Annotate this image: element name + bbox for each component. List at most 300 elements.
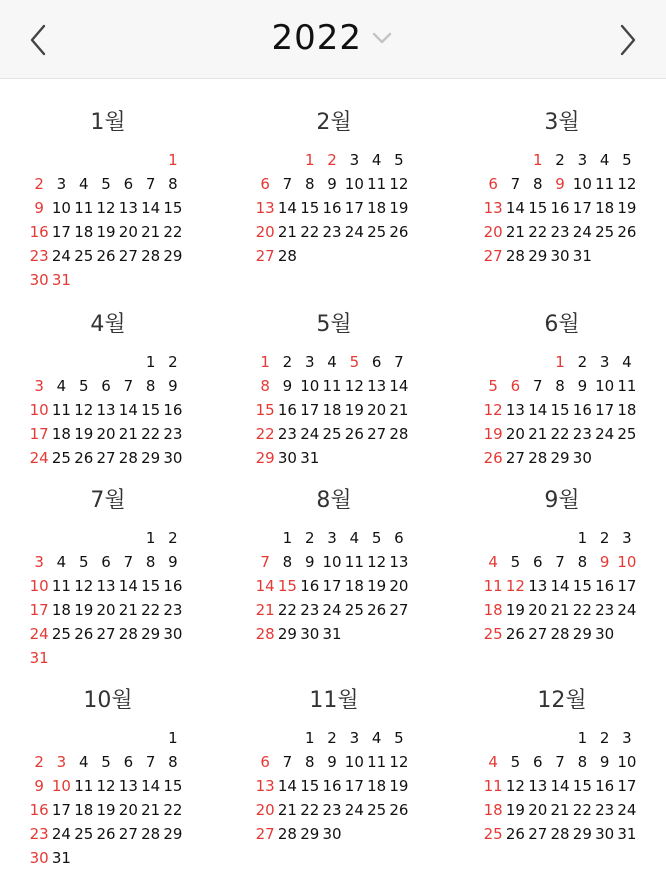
day-cell[interactable]: 17 — [300, 401, 320, 419]
day-cell[interactable]: 14 — [141, 199, 161, 217]
day-cell[interactable]: 24 — [572, 223, 592, 241]
day-cell[interactable]: 4 — [327, 353, 337, 371]
day-cell[interactable]: 8 — [168, 753, 178, 771]
day-cell[interactable]: 18 — [51, 601, 71, 619]
day-cell[interactable]: 10 — [322, 553, 342, 571]
day-cell[interactable]: 10 — [29, 577, 49, 595]
day-cell[interactable]: 10 — [51, 199, 71, 217]
day-cell[interactable]: 22 — [141, 601, 161, 619]
day-cell[interactable]: 5 — [371, 529, 382, 547]
day-cell[interactable]: 21 — [550, 801, 570, 819]
day-cell[interactable]: 24 — [344, 801, 364, 819]
day-cell[interactable]: 30 — [163, 625, 183, 643]
day-cell[interactable]: 20 — [389, 577, 409, 595]
day-cell[interactable]: 30 — [595, 625, 615, 643]
day-cell[interactable]: 20 — [255, 223, 275, 241]
day-cell[interactable]: 27 — [505, 449, 525, 467]
day-cell[interactable]: 23 — [595, 801, 615, 819]
day-cell[interactable]: 28 — [528, 449, 548, 467]
day-cell[interactable]: 19 — [367, 577, 387, 595]
day-cell[interactable]: 15 — [255, 401, 275, 419]
day-cell[interactable]: 18 — [483, 601, 503, 619]
day-cell[interactable]: 22 — [277, 601, 297, 619]
day-cell[interactable]: 5 — [488, 377, 498, 395]
day-cell[interactable]: 11 — [483, 577, 503, 595]
day-cell[interactable]: 19 — [96, 223, 116, 241]
day-cell[interactable]: 8 — [145, 377, 156, 395]
day-cell[interactable]: 4 — [56, 377, 67, 395]
day-cell[interactable]: 5 — [101, 753, 111, 771]
day-cell[interactable]: 3 — [349, 729, 360, 747]
day-cell[interactable]: 11 — [74, 777, 94, 795]
day-cell[interactable]: 26 — [617, 223, 637, 241]
day-cell[interactable]: 10 — [51, 777, 71, 795]
day-cell[interactable]: 10 — [29, 401, 49, 419]
month-title[interactable]: 4월 — [90, 312, 126, 337]
day-cell[interactable]: 29 — [528, 247, 548, 265]
day-cell[interactable]: 6 — [532, 553, 543, 571]
day-cell[interactable]: 7 — [145, 753, 156, 771]
day-cell[interactable]: 20 — [96, 601, 116, 619]
day-cell[interactable]: 17 — [572, 199, 592, 217]
month-title[interactable]: 8월 — [316, 488, 352, 513]
day-cell[interactable]: 8 — [145, 553, 156, 571]
day-cell[interactable]: 27 — [483, 247, 503, 265]
day-cell[interactable]: 25 — [51, 449, 71, 467]
day-cell[interactable]: 5 — [394, 729, 404, 747]
day-cell[interactable]: 9 — [34, 199, 44, 217]
day-cell[interactable]: 26 — [74, 449, 94, 467]
day-cell[interactable]: 23 — [163, 425, 183, 443]
day-cell[interactable]: 17 — [51, 801, 71, 819]
day-cell[interactable]: 21 — [141, 223, 161, 241]
day-cell[interactable]: 23 — [29, 247, 49, 265]
day-cell[interactable]: 10 — [344, 753, 364, 771]
day-cell[interactable]: 9 — [282, 377, 293, 395]
day-cell[interactable]: 18 — [322, 401, 342, 419]
day-cell[interactable]: 29 — [550, 449, 570, 467]
day-cell[interactable]: 20 — [483, 223, 503, 241]
day-cell[interactable]: 16 — [322, 199, 342, 217]
day-cell[interactable]: 13 — [96, 577, 116, 595]
day-cell[interactable]: 14 — [118, 577, 138, 595]
day-cell[interactable]: 30 — [572, 449, 592, 467]
day-cell[interactable]: 26 — [367, 601, 387, 619]
day-cell[interactable]: 23 — [572, 425, 592, 443]
day-cell[interactable]: 19 — [617, 199, 637, 217]
day-cell[interactable]: 8 — [577, 753, 588, 771]
month-title[interactable]: 3월 — [544, 110, 580, 135]
day-cell[interactable]: 3 — [622, 729, 632, 747]
day-cell[interactable]: 1 — [577, 729, 588, 747]
day-cell[interactable]: 28 — [255, 625, 275, 643]
day-cell[interactable]: 21 — [118, 425, 138, 443]
day-cell[interactable]: 21 — [277, 223, 297, 241]
day-cell[interactable]: 10 — [617, 753, 637, 771]
day-cell[interactable]: 19 — [505, 601, 525, 619]
day-cell[interactable]: 28 — [141, 825, 161, 843]
day-cell[interactable]: 30 — [595, 825, 615, 843]
day-cell[interactable]: 27 — [96, 449, 116, 467]
day-cell[interactable]: 10 — [617, 553, 637, 571]
day-cell[interactable]: 11 — [51, 577, 71, 595]
day-cell[interactable]: 5 — [510, 553, 521, 571]
year-label[interactable]: 2022 — [271, 18, 363, 58]
day-cell[interactable]: 8 — [304, 753, 315, 771]
day-cell[interactable]: 22 — [528, 223, 548, 241]
day-cell[interactable]: 12 — [344, 377, 364, 395]
year-selector[interactable] — [0, 18, 666, 62]
day-cell[interactable]: 29 — [141, 625, 161, 643]
day-cell[interactable]: 6 — [488, 175, 498, 193]
day-cell[interactable]: 21 — [528, 425, 548, 443]
day-cell[interactable]: 27 — [528, 625, 548, 643]
day-cell[interactable]: 25 — [595, 223, 615, 241]
day-cell[interactable]: 26 — [74, 625, 94, 643]
day-cell[interactable]: 22 — [300, 223, 320, 241]
day-cell[interactable]: 7 — [555, 753, 565, 771]
day-cell[interactable]: 11 — [74, 199, 94, 217]
day-cell[interactable]: 16 — [595, 777, 615, 795]
day-cell[interactable]: 18 — [595, 199, 615, 217]
day-cell[interactable]: 12 — [367, 553, 387, 571]
day-cell[interactable]: 4 — [488, 753, 498, 771]
month-title[interactable]: 7월 — [90, 488, 126, 513]
day-cell[interactable]: 8 — [577, 553, 588, 571]
day-cell[interactable]: 23 — [322, 223, 342, 241]
day-cell[interactable]: 1 — [577, 529, 588, 547]
day-cell[interactable]: 14 — [550, 577, 570, 595]
chevron-down-icon[interactable] — [370, 28, 394, 48]
day-cell[interactable]: 31 — [572, 247, 592, 265]
day-cell[interactable]: 13 — [118, 777, 138, 795]
day-cell[interactable]: 24 — [29, 449, 49, 467]
day-cell[interactable]: 24 — [617, 601, 637, 619]
day-cell[interactable]: 28 — [118, 449, 138, 467]
day-cell[interactable]: 8 — [304, 175, 315, 193]
day-cell[interactable]: 21 — [255, 601, 275, 619]
day-cell[interactable]: 8 — [282, 553, 293, 571]
day-cell[interactable]: 30 — [322, 825, 342, 843]
day-cell[interactable]: 26 — [505, 625, 525, 643]
day-cell[interactable]: 20 — [96, 425, 116, 443]
month-title[interactable]: 5월 — [316, 312, 352, 337]
day-cell[interactable]: 16 — [595, 577, 615, 595]
day-cell[interactable]: 13 — [505, 401, 525, 419]
day-cell[interactable]: 21 — [277, 801, 297, 819]
day-cell[interactable]: 24 — [595, 425, 615, 443]
day-cell[interactable]: 17 — [51, 223, 71, 241]
day-cell[interactable]: 25 — [74, 247, 94, 265]
day-cell[interactable]: 30 — [550, 247, 570, 265]
day-cell[interactable]: 5 — [101, 175, 111, 193]
day-cell[interactable]: 6 — [123, 753, 134, 771]
day-cell[interactable]: 1 — [260, 353, 270, 371]
day-cell[interactable]: 12 — [389, 753, 409, 771]
day-cell[interactable]: 20 — [255, 801, 275, 819]
day-cell[interactable]: 20 — [505, 425, 525, 443]
day-cell[interactable]: 30 — [277, 449, 297, 467]
day-cell[interactable]: 14 — [505, 199, 525, 217]
day-cell[interactable]: 24 — [300, 425, 320, 443]
day-cell[interactable]: 1 — [168, 151, 178, 169]
day-cell[interactable]: 7 — [532, 377, 543, 395]
month-title[interactable]: 1월 — [90, 110, 126, 135]
day-cell[interactable]: 9 — [555, 175, 565, 193]
day-cell[interactable]: 12 — [483, 401, 503, 419]
day-cell[interactable]: 20 — [528, 801, 548, 819]
day-cell[interactable]: 4 — [349, 529, 360, 547]
month-title[interactable]: 2월 — [316, 110, 352, 135]
day-cell[interactable]: 27 — [118, 247, 138, 265]
day-cell[interactable]: 28 — [118, 625, 138, 643]
day-cell[interactable]: 24 — [617, 801, 637, 819]
day-cell[interactable]: 7 — [394, 353, 404, 371]
day-cell[interactable]: 26 — [389, 223, 409, 241]
day-cell[interactable]: 15 — [550, 401, 570, 419]
day-cell[interactable]: 2 — [168, 353, 178, 371]
day-cell[interactable]: 7 — [555, 553, 565, 571]
day-cell[interactable]: 7 — [510, 175, 521, 193]
day-cell[interactable]: 20 — [367, 401, 387, 419]
day-cell[interactable]: 24 — [29, 625, 49, 643]
day-cell[interactable]: 28 — [550, 825, 570, 843]
day-cell[interactable]: 19 — [74, 425, 94, 443]
day-cell[interactable]: 21 — [389, 401, 409, 419]
day-cell[interactable]: 9 — [168, 553, 178, 571]
day-cell[interactable]: 5 — [78, 377, 89, 395]
day-cell[interactable]: 5 — [622, 151, 632, 169]
day-cell[interactable]: 26 — [505, 825, 525, 843]
day-cell[interactable]: 15 — [163, 777, 183, 795]
day-cell[interactable]: 16 — [277, 401, 297, 419]
day-cell[interactable]: 14 — [528, 401, 548, 419]
day-cell[interactable]: 17 — [344, 199, 364, 217]
day-cell[interactable]: 28 — [277, 825, 297, 843]
day-cell[interactable]: 21 — [550, 601, 570, 619]
day-cell[interactable]: 13 — [255, 777, 275, 795]
day-cell[interactable]: 6 — [260, 175, 270, 193]
day-cell[interactable]: 8 — [532, 175, 543, 193]
day-cell[interactable]: 7 — [260, 553, 270, 571]
day-cell[interactable]: 13 — [96, 401, 116, 419]
day-cell[interactable]: 21 — [505, 223, 525, 241]
day-cell[interactable]: 25 — [322, 425, 342, 443]
day-cell[interactable]: 29 — [163, 247, 183, 265]
day-cell[interactable]: 11 — [617, 377, 637, 395]
day-cell[interactable]: 31 — [51, 271, 71, 289]
day-cell[interactable]: 11 — [483, 777, 503, 795]
day-cell[interactable]: 9 — [577, 377, 588, 395]
day-cell[interactable]: 15 — [300, 199, 320, 217]
day-cell[interactable]: 4 — [78, 175, 89, 193]
day-cell[interactable]: 14 — [277, 199, 297, 217]
day-cell[interactable]: 25 — [74, 825, 94, 843]
day-cell[interactable]: 7 — [123, 377, 134, 395]
day-cell[interactable]: 18 — [367, 777, 387, 795]
day-cell[interactable]: 2 — [599, 729, 610, 747]
day-cell[interactable]: 13 — [118, 199, 138, 217]
day-cell[interactable]: 14 — [118, 401, 138, 419]
day-cell[interactable]: 17 — [322, 577, 342, 595]
day-cell[interactable]: 22 — [572, 601, 592, 619]
day-cell[interactable]: 27 — [118, 825, 138, 843]
day-cell[interactable]: 4 — [599, 151, 610, 169]
day-cell[interactable]: 3 — [304, 353, 315, 371]
day-cell[interactable]: 21 — [118, 601, 138, 619]
day-cell[interactable]: 2 — [304, 529, 315, 547]
day-cell[interactable]: 3 — [349, 151, 360, 169]
day-cell[interactable]: 9 — [34, 777, 44, 795]
day-cell[interactable]: 15 — [528, 199, 548, 217]
day-cell[interactable]: 12 — [505, 777, 525, 795]
day-cell[interactable]: 4 — [56, 553, 67, 571]
day-cell[interactable]: 3 — [34, 553, 44, 571]
day-cell[interactable]: 8 — [168, 175, 178, 193]
day-cell[interactable]: 6 — [371, 353, 382, 371]
day-cell[interactable]: 26 — [389, 801, 409, 819]
day-cell[interactable]: 26 — [344, 425, 364, 443]
day-cell[interactable]: 16 — [163, 577, 183, 595]
day-cell[interactable]: 6 — [101, 553, 111, 571]
day-cell[interactable]: 7 — [282, 175, 293, 193]
day-cell[interactable]: 29 — [572, 625, 592, 643]
day-cell[interactable]: 1 — [168, 729, 178, 747]
day-cell[interactable]: 7 — [123, 553, 134, 571]
month-title[interactable]: 11월 — [309, 688, 359, 713]
day-cell[interactable]: 1 — [145, 529, 156, 547]
day-cell[interactable]: 8 — [555, 377, 565, 395]
day-cell[interactable]: 15 — [572, 577, 592, 595]
day-cell[interactable]: 29 — [300, 825, 320, 843]
day-cell[interactable]: 3 — [577, 151, 588, 169]
day-cell[interactable]: 14 — [389, 377, 409, 395]
day-cell[interactable]: 3 — [34, 377, 44, 395]
day-cell[interactable]: 20 — [528, 601, 548, 619]
day-cell[interactable]: 1 — [145, 353, 156, 371]
day-cell[interactable]: 27 — [255, 247, 275, 265]
day-cell[interactable]: 6 — [394, 529, 404, 547]
day-cell[interactable]: 22 — [572, 801, 592, 819]
day-cell[interactable]: 29 — [572, 825, 592, 843]
day-cell[interactable]: 22 — [550, 425, 570, 443]
day-cell[interactable]: 16 — [550, 199, 570, 217]
month-title[interactable]: 10월 — [83, 688, 133, 713]
day-cell[interactable]: 24 — [322, 601, 342, 619]
day-cell[interactable]: 5 — [394, 151, 404, 169]
day-cell[interactable]: 18 — [344, 577, 364, 595]
day-cell[interactable]: 9 — [327, 175, 337, 193]
day-cell[interactable]: 27 — [367, 425, 387, 443]
day-cell[interactable]: 12 — [74, 401, 94, 419]
day-cell[interactable]: 2 — [34, 753, 44, 771]
day-cell[interactable]: 14 — [550, 777, 570, 795]
day-cell[interactable]: 5 — [78, 553, 89, 571]
day-cell[interactable]: 19 — [483, 425, 503, 443]
day-cell[interactable]: 14 — [255, 577, 275, 595]
day-cell[interactable]: 23 — [277, 425, 297, 443]
day-cell[interactable]: 25 — [483, 625, 503, 643]
day-cell[interactable]: 26 — [96, 247, 116, 265]
day-cell[interactable]: 10 — [572, 175, 592, 193]
day-cell[interactable]: 29 — [277, 625, 297, 643]
day-cell[interactable]: 9 — [304, 553, 315, 571]
day-cell[interactable]: 12 — [505, 577, 525, 595]
day-cell[interactable]: 27 — [389, 601, 409, 619]
day-cell[interactable]: 15 — [300, 777, 320, 795]
day-cell[interactable]: 10 — [595, 377, 615, 395]
day-cell[interactable]: 20 — [118, 223, 138, 241]
day-cell[interactable]: 7 — [145, 175, 156, 193]
day-cell[interactable]: 28 — [550, 625, 570, 643]
day-cell[interactable]: 16 — [29, 801, 49, 819]
day-cell[interactable]: 12 — [96, 777, 116, 795]
day-cell[interactable]: 24 — [51, 825, 71, 843]
day-cell[interactable]: 4 — [488, 553, 498, 571]
day-cell[interactable]: 27 — [528, 825, 548, 843]
day-cell[interactable]: 12 — [389, 175, 409, 193]
day-cell[interactable]: 17 — [344, 777, 364, 795]
chevron-right-icon[interactable] — [610, 22, 642, 58]
day-cell[interactable]: 23 — [29, 825, 49, 843]
day-cell[interactable]: 31 — [617, 825, 637, 843]
day-cell[interactable]: 9 — [599, 753, 610, 771]
day-cell[interactable]: 31 — [29, 649, 49, 667]
day-cell[interactable]: 18 — [74, 223, 94, 241]
day-cell[interactable]: 15 — [572, 777, 592, 795]
day-cell[interactable]: 22 — [141, 425, 161, 443]
day-cell[interactable]: 12 — [96, 199, 116, 217]
day-cell[interactable]: 7 — [282, 753, 293, 771]
day-cell[interactable]: 13 — [389, 553, 409, 571]
day-cell[interactable]: 5 — [349, 353, 360, 371]
day-cell[interactable]: 6 — [123, 175, 134, 193]
day-cell[interactable]: 19 — [389, 777, 409, 795]
day-cell[interactable]: 17 — [29, 425, 49, 443]
day-cell[interactable]: 21 — [141, 801, 161, 819]
day-cell[interactable]: 28 — [505, 247, 525, 265]
day-cell[interactable]: 9 — [599, 553, 610, 571]
day-cell[interactable]: 2 — [555, 151, 565, 169]
day-cell[interactable]: 19 — [96, 801, 116, 819]
day-cell[interactable]: 4 — [622, 353, 632, 371]
day-cell[interactable]: 13 — [255, 199, 275, 217]
day-cell[interactable]: 25 — [367, 223, 387, 241]
day-cell[interactable]: 18 — [617, 401, 637, 419]
day-cell[interactable]: 11 — [51, 401, 71, 419]
day-cell[interactable]: 2 — [168, 529, 178, 547]
day-cell[interactable]: 25 — [617, 425, 637, 443]
day-cell[interactable]: 30 — [29, 271, 49, 289]
day-cell[interactable]: 14 — [277, 777, 297, 795]
day-cell[interactable]: 16 — [300, 577, 320, 595]
day-cell[interactable]: 11 — [367, 753, 387, 771]
day-cell[interactable]: 14 — [141, 777, 161, 795]
day-cell[interactable]: 17 — [29, 601, 49, 619]
day-cell[interactable]: 28 — [141, 247, 161, 265]
month-title[interactable]: 9월 — [544, 488, 580, 513]
day-cell[interactable]: 16 — [29, 223, 49, 241]
day-cell[interactable]: 11 — [344, 553, 364, 571]
day-cell[interactable]: 26 — [96, 825, 116, 843]
day-cell[interactable]: 1 — [282, 529, 293, 547]
day-cell[interactable]: 29 — [141, 449, 161, 467]
day-cell[interactable]: 22 — [300, 801, 320, 819]
day-cell[interactable]: 31 — [300, 449, 320, 467]
day-cell[interactable]: 19 — [389, 199, 409, 217]
day-cell[interactable]: 18 — [483, 801, 503, 819]
day-cell[interactable]: 18 — [51, 425, 71, 443]
